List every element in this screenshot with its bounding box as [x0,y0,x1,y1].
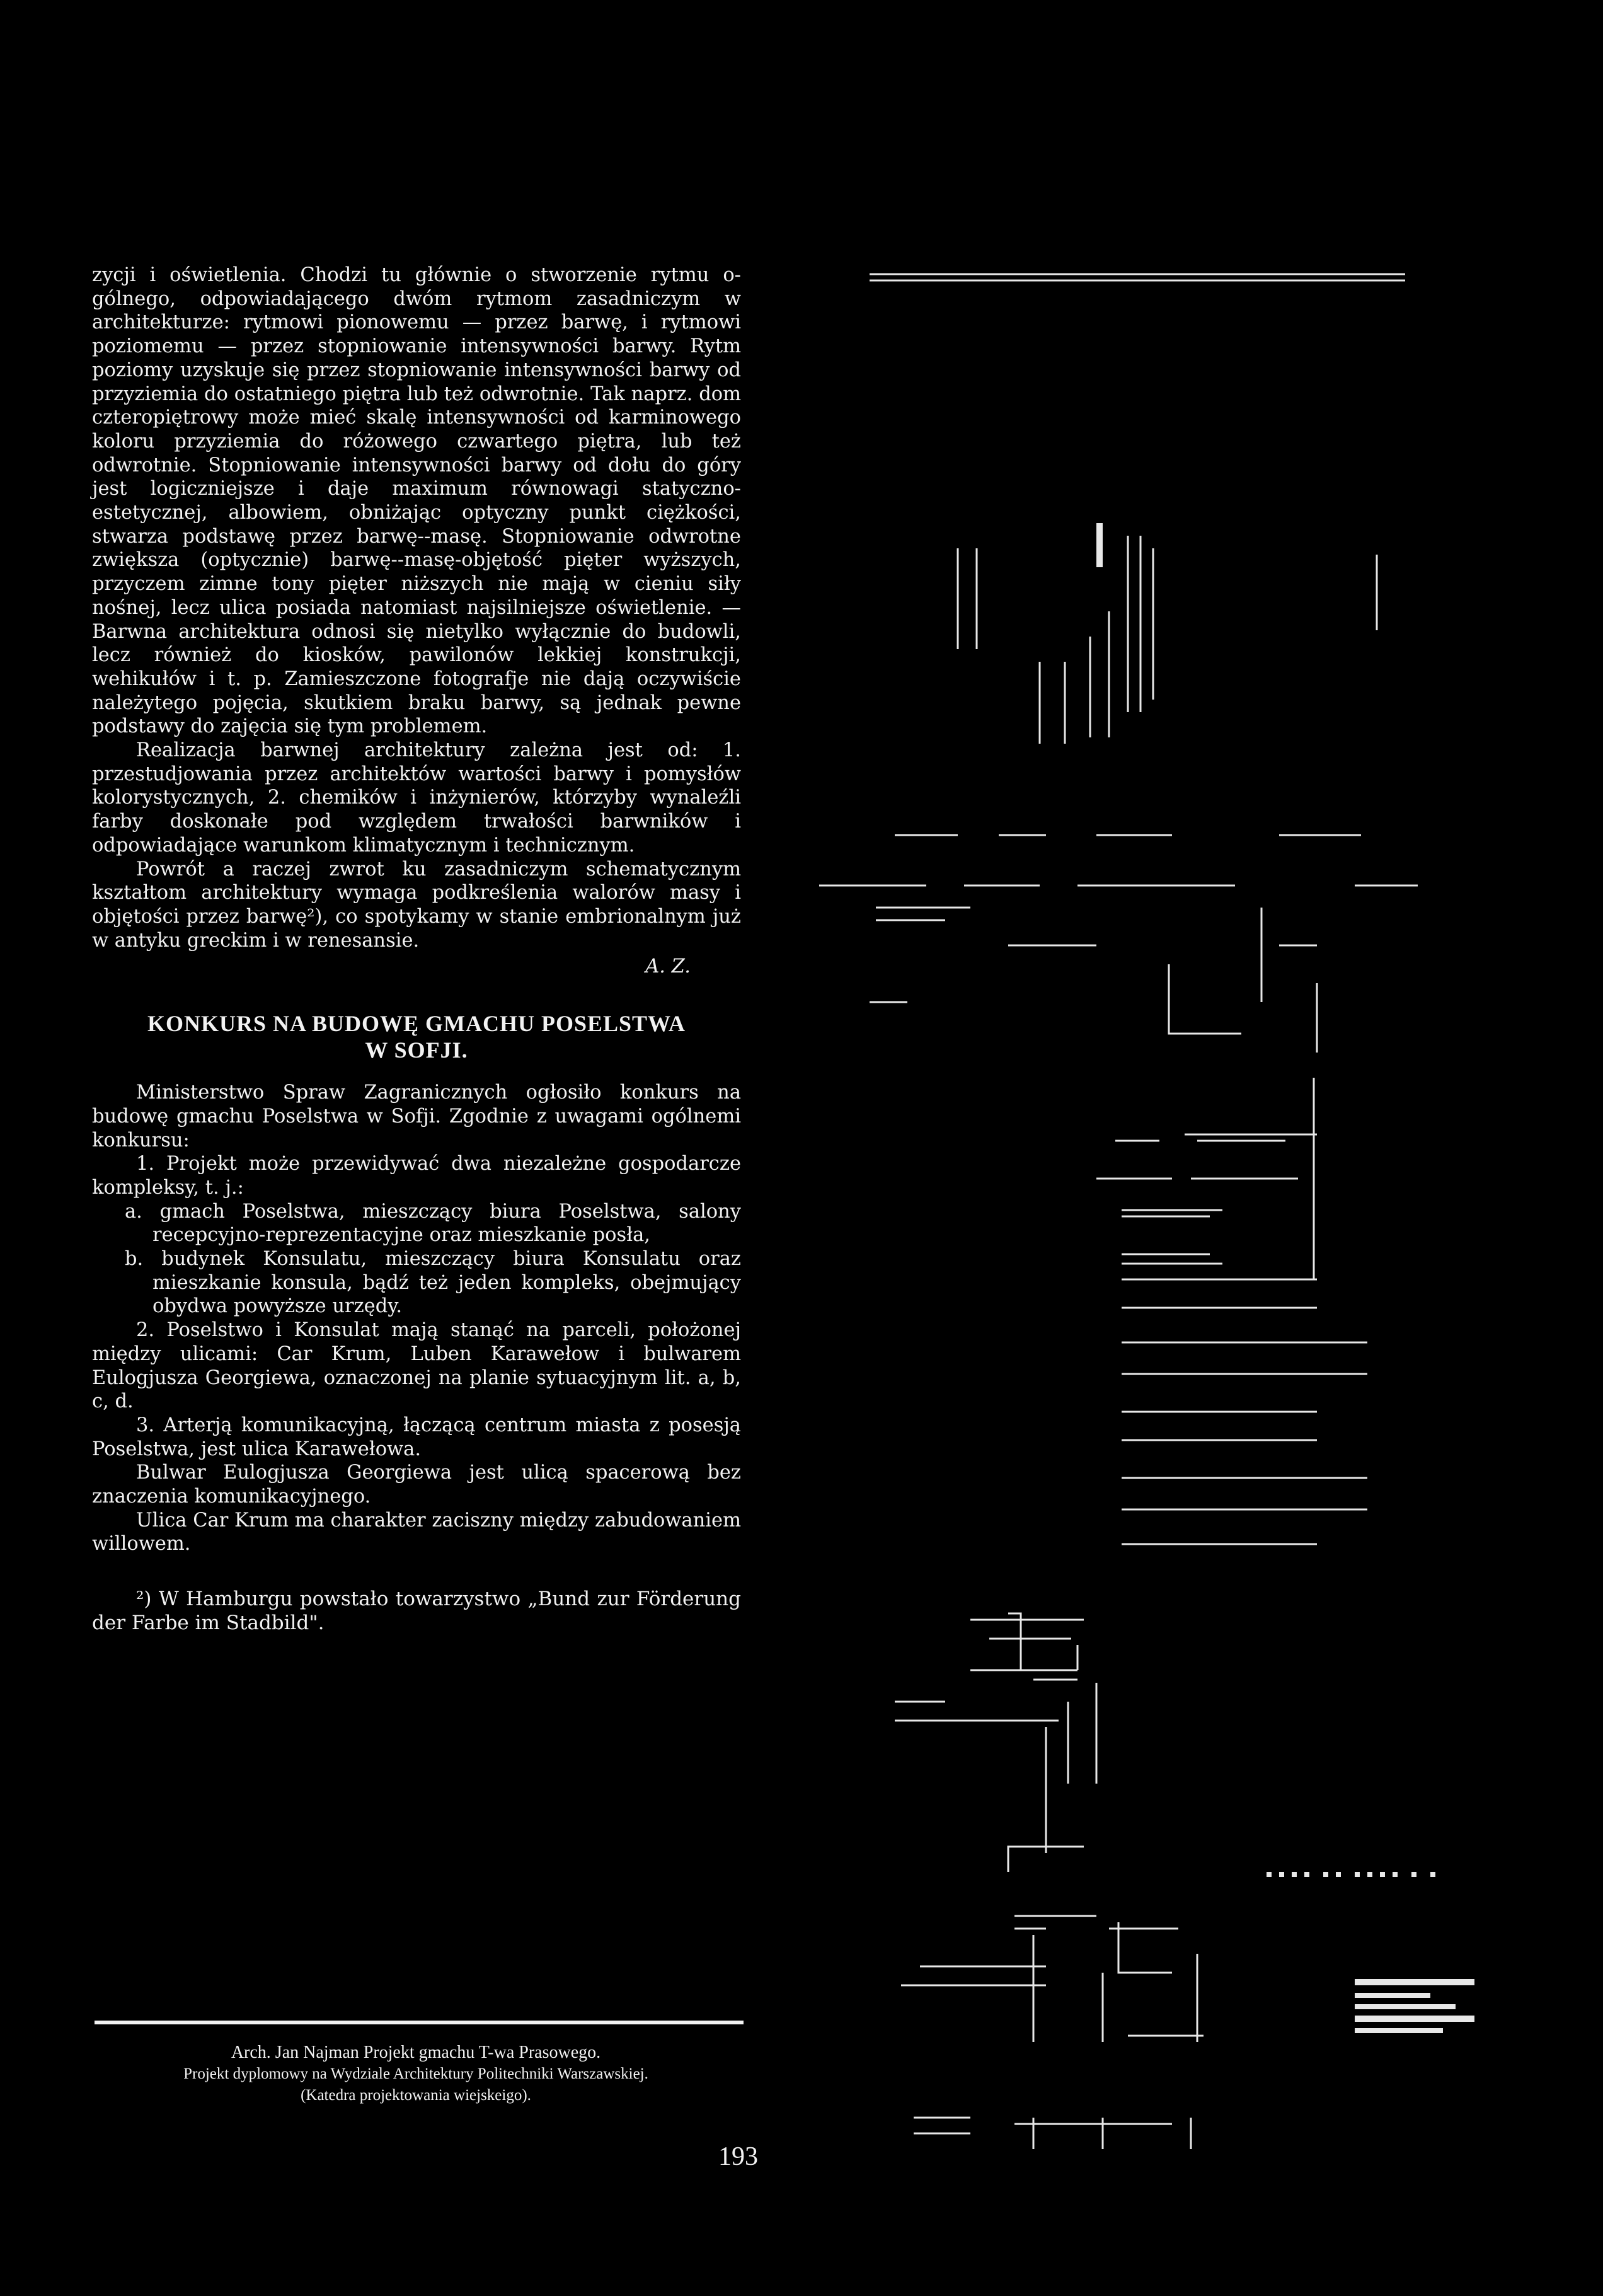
body-paragraph-3: Powrót a raczej zwrot ku zasadniczym schematycznym kształtom architektury wymaga podkreślenia walorów masy i objętości przez barwę²), co spotykamy w stanie embrionalnym już w antyku greckim i w renesansie. [92,858,741,952]
caption-line-3: (Katedra projektowania wiejskeigo). [301,2087,531,2104]
page-number: 193 [718,2142,758,2171]
konkurs-point-1: 1. Projekt może przewidywać dwa niezależne gospodarcze kompleksy, t. j.: [92,1153,741,1199]
konkurs-point-4: Bulwar Eulogjusza Georgiewa jest ulicą spacerową bez znaczenia komunikacyjnego. [92,1462,741,1508]
section-heading [92,1010,741,1063]
konkurs-point-b: b. budynek Konsulatu, mieszczący biura Konsulatu oraz mieszkanie konsula, bądź też jeden kompleks, obejmujący obydwa powyższe urzędy. [125,1248,741,1318]
konkurs-intro: Ministerstwo Spraw Zagranicznych ogłosiło konkurs na budowę gmachu Poselstwa w Sofji. Zgodnie z uwagami ogólnemi konkursu: [92,1082,741,1151]
konkurs-point-a: a. gmach Poselstwa, mieszczący biura Poselstwa, salony recepcyjno-reprezentacyjne oraz mieszkanie posła, [125,1200,741,1247]
konkurs-point-2: 2. Poselstwo i Konsulat mają stanąć na parceli, położonej między ulicami: Car Krum, Luben Karawełow i bulwarem Eulogjusza Georgiewa, oznaczonej na planie sytuacyjnym lit. a, b, c, d. [92,1319,741,1413]
figure-caption [95,2042,737,2106]
caption-rule [95,2021,744,2024]
caption-line-1: Arch. Jan Najman Projekt gmachu T-wa Prasowego. [231,2043,601,2062]
architectural-elevation-drawing [781,258,1506,2149]
footnote: ²) W Hamburgu powstało towarzystwo „Bund zur Förderung der Farbe im Stadbild". [92,1588,741,1634]
konkurs-point-5: Ulica Car Krum ma charakter zaciszny między zabudowaniem willowem. [92,1509,741,1555]
konkurs-point-3: 3. Arterją komunikacyjną, łączącą centrum miasta z posesją Poselstwa, jest ulica Karawełowa. [92,1414,741,1460]
body-paragraph-2: Realizacja barwnej architektury zależna jest od: 1. przestudjowania przez architektów wartości barwy i pomysłów kolorystycznych, 2. chemików i inżynierów, którzyby wynaleźli farby doskonałe pod względem trwałości barwników i odpowiadające warunkom klimatycznym i technicznym. [92,739,741,857]
drawing-title-block [1355,1979,1474,2033]
heading-line-1: KONKURS NA BUDOWĘ GMACHU POSELSTWA [147,1011,686,1037]
heading-line-2: W SOFJI. [365,1037,468,1063]
caption-line-2: Projekt dyplomowy na Wydziale Architektury Politechniki Warszawskiej. [183,2065,648,2082]
main-text-column [92,263,741,1635]
body-paragraph-1: zycji i oświetlenia. Chodzi tu głównie o stworzenie rytmu o-gólnego, odpowiadającego dwóm rytmom zasadniczym w architekturze: rytmowi pionowemu — przez barwę, i rytmowi poziomemu — przez stopniowanie intensywności barwy. Rytm poziomy uzyskuje się przez stopniowanie intensywności barwy od przyziemia do ostatniego piętra lub też odwrotnie. Tak naprz. dom czteropiętrowy może mieć skalę intensywności od karminowego koloru przyziemia do różowego czwartego piętra, lub też odwrotnie. Stopniowanie intensywności barwy od dołu do góry jest logiczniejsze i daje maximum równowagi statyczno-estetycznej, albowiem, obniżając optyczny punkt ciężkości, stwarza podstawę przez barwę--masę. Stopniowanie odwrotne zwiększa (optycznie) barwę--masę-objętość pięter wyższych, przyczem zimne tony pięter niższych nie mają w cieniu siły nośnej, lecz ulica posiada natomiast najsilniejsze oświetlenie. — Barwna architektura odnosi się nietylko wyłącznie do budowli, lecz również do kiosków, pawilonów lekkiej konstrukcji, wehikułów i t. p. Zamieszczone fotografje nie dają oczywiście należytego pojęcia, skutkiem braku barwy, są jednak pewne podstawy do zajęcia się tym problemem. [92,264,741,738]
article-signature: A. Z. [645,955,691,978]
